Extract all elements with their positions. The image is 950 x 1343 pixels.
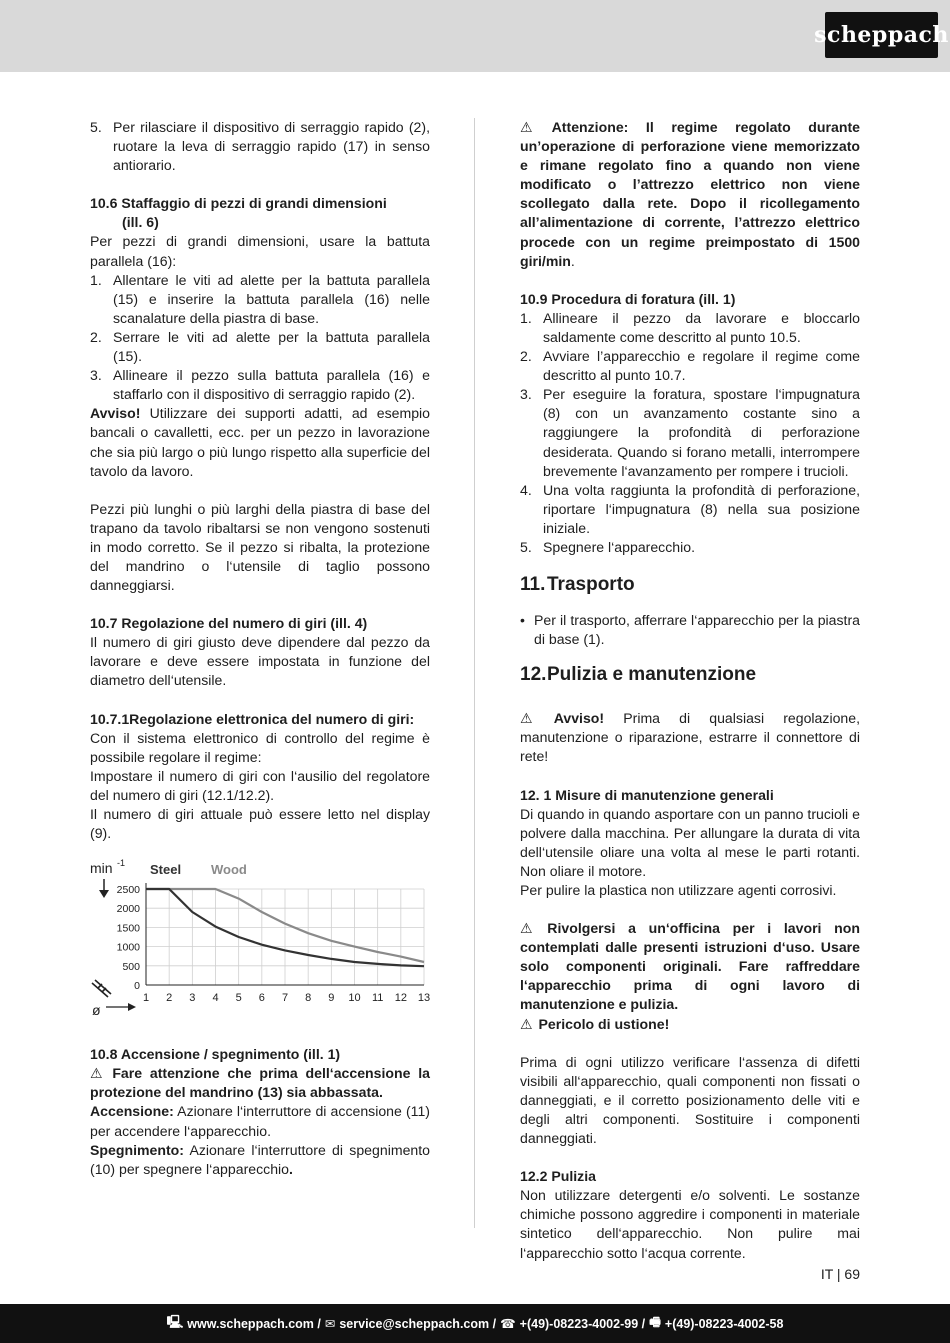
bullet-icon: • bbox=[520, 612, 525, 629]
list-text: Allineare il pezzo sulla battuta parallela (16) e staffarlo con il dispositivo di serraggio rapido (2). bbox=[113, 367, 430, 403]
warning-triangle-icon: ⚠ bbox=[520, 710, 533, 727]
x-tick-label: 12 bbox=[394, 992, 407, 1005]
x-tick-label: 7 bbox=[281, 992, 289, 1005]
section-heading-10-9: 10.9 Procedura di foratura (ill. 1) bbox=[520, 290, 736, 307]
footer-email[interactable]: service@scheppach.com / bbox=[339, 1316, 497, 1331]
attenzione-text: Attenzione: Il regime regolato durante un’operazione di perforazione viene memorizzato e rimane regolato fino a quando non viene modificato o l’attrezzo elettrico non viene scollegato dalla rete. Dopo il ricollegamento all’alimentazione di corrente, l’attrezzo elettrico procede con un regime preimpostato di 1500 giri/min bbox=[520, 119, 860, 269]
legend-wood: Wood bbox=[211, 862, 247, 878]
avviso-paragraph bbox=[90, 404, 430, 480]
chapter-number: 12. bbox=[520, 664, 547, 686]
accensione-label: Accensione: bbox=[90, 1103, 174, 1120]
list-item bbox=[90, 328, 430, 366]
x-tick-label: 8 bbox=[305, 992, 312, 1005]
list-number: 5. bbox=[520, 538, 532, 555]
list-item bbox=[90, 118, 430, 175]
x-arrow-head-icon bbox=[128, 1003, 136, 1011]
list-text: Allentare le viti ad alette per la battuta parallela (15) e inserire la battuta parallela (16) nelle scanalature della piastra di base. bbox=[113, 271, 430, 326]
paragraph: Non utilizzare detergenti e/o solventi. Le sostanze chimiche possono aggredire i componenti in materiale sintetico dell‘apparecchio. Non pulire mai l‘apparecchio sotto l‘acqua corrente. bbox=[520, 1187, 860, 1261]
warning-triangle-icon: ⚠ bbox=[520, 1015, 533, 1032]
list-number: 1. bbox=[520, 309, 532, 326]
computer-icon: 🖳 bbox=[166, 1315, 184, 1329]
list-number: 4. bbox=[520, 481, 532, 498]
section-heading-10-6: 10.6 Staffaggio di pezzi di grandi dimensioni bbox=[90, 195, 387, 212]
x-tick-label: 9 bbox=[328, 992, 335, 1005]
x-tick-label: 1 bbox=[142, 992, 150, 1005]
spegnimento-text: Azionare l‘interruttore di spegnimento (10) per spegnere l‘apparecchio bbox=[90, 1141, 430, 1177]
warning-text: Fare attenzione che prima dell‘accensione la protezione del mandrino (13) sia abbassata. bbox=[90, 1065, 430, 1101]
x-tick-label: 13 bbox=[417, 992, 431, 1005]
chapter-title: Pulizia e manutenzione bbox=[547, 664, 757, 686]
chapter-number: 11. bbox=[520, 574, 546, 596]
fax-icon: 🖷 bbox=[649, 1315, 661, 1329]
list-item bbox=[520, 309, 860, 347]
left-column bbox=[90, 118, 430, 1179]
paragraph: Il numero di giri attuale può essere letto nel display (9). bbox=[90, 806, 430, 842]
y-tick-label: 1000 bbox=[116, 941, 140, 954]
section-heading-10-7: 10.7 Regolazione del numero di giri (ill. 4) bbox=[90, 615, 368, 632]
list-text: Avviare l’apparecchio e regolare il regime come descritto al punto 10.7. bbox=[543, 348, 860, 384]
column-divider bbox=[474, 118, 475, 1228]
page-number: IT | 69 bbox=[820, 1266, 860, 1282]
spegnimento-label: Spegnimento: bbox=[90, 1141, 184, 1158]
attenzione-paragraph bbox=[520, 118, 860, 271]
section-heading-10-7-1: 10.7.1Regolazione elettronica del numero di giri: bbox=[90, 710, 415, 727]
paragraph: Per pulire la plastica non utilizzare agenti corrosivi. bbox=[520, 882, 837, 898]
list-number: 5. bbox=[90, 119, 102, 135]
warning-paragraph bbox=[90, 1064, 430, 1102]
y-tick-label: 1500 bbox=[116, 922, 140, 935]
list-text: Una volta raggiunta la profondità di perforazione, riportare l‘impugnatura (8) nella sua posizione iniziale. bbox=[543, 481, 860, 536]
paragraph: Il numero di giri giusto deve dipendere dal pezzo da lavorare e deve essere impostata in funzione del diametro dell‘utensile. bbox=[90, 634, 430, 689]
x-tick-label: 10 bbox=[348, 992, 361, 1005]
list-item bbox=[90, 271, 430, 328]
legend-steel: Steel bbox=[150, 862, 182, 878]
avviso-paragraph bbox=[520, 709, 860, 766]
attenzione-end: . bbox=[570, 252, 575, 269]
footer-website[interactable]: www.scheppach.com / bbox=[187, 1316, 321, 1331]
paragraph: Impostare il numero di giri con l‘ausilio del regolatore del numero di giri (12.1/12.2). bbox=[90, 767, 430, 803]
paragraph: Per pezzi di grandi dimensioni, usare la battuta parallela (16): bbox=[90, 233, 430, 269]
footer-fax: +(49)-08223-4002-58 bbox=[664, 1316, 784, 1331]
list-item bbox=[520, 347, 860, 385]
brand-logo: scheppach bbox=[825, 12, 938, 58]
list-text: Allineare il pezzo da lavorare e bloccarlo saldamente come descritto al punto 10.5. bbox=[543, 309, 860, 345]
spegnimento-end: . bbox=[289, 1160, 293, 1177]
warning-paragraph bbox=[520, 919, 860, 1014]
list-item bbox=[520, 481, 860, 538]
list-text: Spegnere l‘apparecchio. bbox=[543, 538, 696, 555]
y-tick-label: 500 bbox=[122, 960, 140, 973]
list-number: 2. bbox=[90, 328, 102, 345]
paragraph: Di quando in quando asportare con un panno trucioli e polvere dalla macchina. Per allungare la durata di vita dell‘utensile oliare una volta al mese le parti rotanti. Non oliare il motore. bbox=[520, 805, 860, 879]
section-heading-10-6-ref: (ill. 6) bbox=[122, 214, 159, 231]
bullet-text: Per il trasporto, afferrare l‘apparecchio per la piastra di base (1). bbox=[534, 612, 860, 648]
header-band bbox=[0, 0, 950, 72]
rpm-chart bbox=[90, 857, 435, 1029]
paragraph: Con il sistema elettronico di controllo del regime è possibile regolare il regime: bbox=[90, 729, 430, 765]
chapter-title: Trasporto bbox=[547, 574, 635, 596]
list-item bbox=[90, 366, 430, 404]
warning-triangle-icon: ⚠ bbox=[520, 920, 533, 937]
list-item bbox=[520, 385, 860, 480]
paragraph: Pezzi più lunghi o più larghi della piastra di base del trapano da tavolo ribaltarsi se non vengono sostenuti in modo corretto. Se il pezzo si ribalta, la protezione del mandrino o l‘utensile di taglio possono danneggiarsi. bbox=[90, 500, 430, 594]
list-item bbox=[520, 538, 860, 557]
chapter-heading-12 bbox=[520, 663, 860, 687]
y-tick-label: 0 bbox=[134, 980, 140, 993]
list-text: Per eseguire la foratura, spostare l‘impugnatura (8) con un avanzamento costante sino a raggiungere la profondità di perforazione desiderata. Quando si forano metalli, interrompere brevemente l‘avanzamento per rompere i trucioli. bbox=[543, 386, 860, 479]
y-tick-label: 2500 bbox=[116, 884, 140, 897]
x-tick-label: 6 bbox=[258, 992, 265, 1005]
list-number: 1. bbox=[90, 271, 102, 288]
section-heading-12-1: 12. 1 Misure di manutenzione generali bbox=[520, 786, 774, 803]
warning-triangle-icon: ⚠ bbox=[90, 1065, 103, 1082]
paragraph: Prima di ogni utilizzo verificare l‘assenza di difetti visibili all‘apparecchio, quali componenti non fissati o danneggiati, e il corretto posizionamento delle viti e degli altri componenti. Sostituire i componenti danneggiati. bbox=[520, 1053, 860, 1147]
list-number: 3. bbox=[90, 367, 102, 384]
warning-text: Pericolo di ustione! bbox=[538, 1015, 670, 1032]
right-column bbox=[520, 118, 860, 1263]
paragraph bbox=[90, 1141, 430, 1179]
phone-icon: ☎ bbox=[500, 1317, 516, 1331]
warning-paragraph bbox=[520, 1015, 860, 1034]
x-tick-label: 2 bbox=[166, 992, 173, 1005]
drill-bit-icon bbox=[92, 980, 111, 997]
list-number: 2. bbox=[520, 348, 532, 365]
list-number: 3. bbox=[520, 386, 532, 403]
warning-triangle-icon: ⚠ bbox=[520, 119, 533, 135]
y-axis-label-sup: -1 bbox=[117, 858, 126, 869]
x-axis-label: ø bbox=[92, 1002, 101, 1019]
chapter-heading-11 bbox=[520, 573, 860, 597]
email-icon: ✉ bbox=[324, 1317, 336, 1331]
y-arrow-head-icon bbox=[99, 890, 109, 898]
section-heading-12-2: 12.2 Pulizia bbox=[520, 1168, 596, 1185]
x-tick-label: 5 bbox=[235, 992, 242, 1005]
avviso-text: Prima di qualsiasi regolazione, manutenzione o riparazione, estrarre il connettore di rete! bbox=[520, 710, 861, 765]
list-text: Per rilasciare il dispositivo di serraggio rapido (2), ruotare la leva di serraggio rapido (17) in senso antiorario. bbox=[113, 119, 430, 174]
x-tick-label: 3 bbox=[189, 992, 196, 1005]
warning-text: Rivolgersi a un‘officina per i lavori non contemplati dalle presenti istruzioni d‘uso. Usare solo componenti originali. Fare raffreddare l‘apparecchio prima di ogni lavoro di manutenzione e pulizia. bbox=[520, 920, 861, 1013]
avviso-label: Avviso! bbox=[553, 710, 605, 727]
section-heading-10-8: 10.8 Accensione / spegnimento (ill. 1) bbox=[90, 1046, 341, 1063]
footer-bar bbox=[0, 1304, 950, 1343]
x-tick-label: 11 bbox=[371, 992, 384, 1005]
bullet-item bbox=[520, 611, 860, 649]
y-axis-label: min bbox=[90, 860, 113, 877]
accensione-text: Azionare l‘interruttore di accensione (11) per accendere l‘apparecchio. bbox=[90, 1103, 430, 1139]
list-text: Serrare le viti ad alette per la battuta parallela (15). bbox=[113, 328, 430, 365]
footer-phone: +(49)-08223-4002-99 / bbox=[519, 1316, 646, 1331]
y-tick-label: 2000 bbox=[116, 903, 140, 916]
avviso-text: Utilizzare dei supporti adatti, ad esempio bancali o cavalletti, ecc. per un pezzo in lavorazione che sia più largo o più lungo rispetto alla superficie del tavolo da lavoro. bbox=[90, 405, 430, 479]
avviso-label: Avviso! bbox=[90, 405, 141, 422]
paragraph bbox=[90, 1102, 430, 1140]
x-tick-label: 4 bbox=[212, 992, 219, 1005]
